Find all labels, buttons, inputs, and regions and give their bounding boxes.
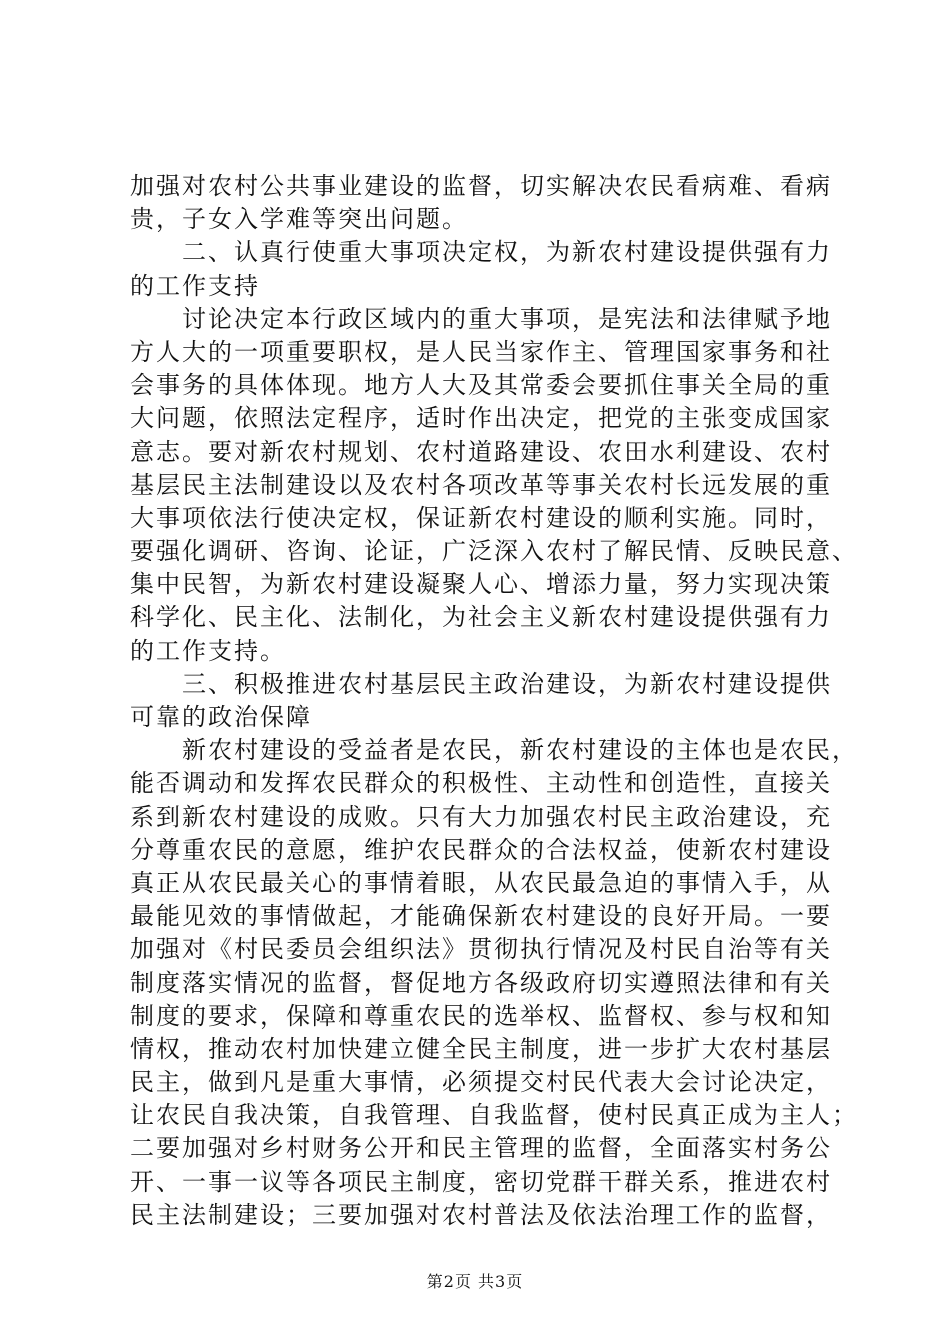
text-line: 要强化调研、咨询、论证，广泛深入农村了解民情、反映民意、 xyxy=(130,537,858,566)
text-line: 二、认真行使重大事项决定权，为新农村建设提供强有力 xyxy=(130,238,832,267)
text-line: 开、一事一议等各项民主制度，密切党群干群关系，推进农村 xyxy=(130,1167,832,1196)
text-line: 贵，子女入学难等突出问题。 xyxy=(130,205,468,234)
text-line: 科学化、民主化、法制化，为社会主义新农村建设提供强有力 xyxy=(130,603,832,632)
text-line: 真正从农民最关心的事情着眼，从农民最急迫的事情入手，从 xyxy=(130,868,832,897)
text-line: 的工作支持。 xyxy=(130,636,286,665)
text-line: 新农村建设的受益者是农民，新农村建设的主体也是农民， xyxy=(130,736,858,765)
text-line: 会事务的具体体现。地方人大及其常委会要抓住事关全局的重 xyxy=(130,371,832,400)
text-line: 民主，做到凡是重大事情，必须提交村民代表大会讨论决定， xyxy=(130,1068,832,1097)
text-line: 二要加强对乡村财务公开和民主管理的监督，全面落实村务公 xyxy=(130,1134,832,1163)
text-line: 可靠的政治保障 xyxy=(130,703,312,731)
text-line: 讨论决定本行政区域内的重大事项，是宪法和法律赋予地 xyxy=(130,304,832,333)
text-line: 分尊重农民的意愿，维护农民群众的合法权益，使新农村建设 xyxy=(130,835,832,864)
text-line: 制度落实情况的监督，督促地方各级政府切实遵照法律和有关 xyxy=(130,968,832,997)
text-line: 制度的要求，保障和尊重农民的选举权、监督权、参与权和知 xyxy=(130,1001,832,1030)
text-line: 的工作支持 xyxy=(130,271,260,300)
text-line: 基层民主法制建设以及农村各项改革等事关农村长远发展的重 xyxy=(130,470,832,499)
text-line: 大问题，依照法定程序，适时作出决定，把党的主张变成国家 xyxy=(130,404,832,433)
page-footer: 第2页 共3页 xyxy=(426,1272,524,1291)
body-text xyxy=(130,170,858,1232)
text-line: 最能见效的事情做起，才能确保新农村建设的良好开局。一要 xyxy=(130,902,832,931)
text-line: 情权，推动农村加快建立健全民主制度，进一步扩大农村基层 xyxy=(130,1034,832,1063)
text-line: 三、积极推进农村基层民主政治建设，为新农村建设提供 xyxy=(130,669,832,698)
text-line: 集中民智，为新农村建设凝聚人心、增添力量，努力实现决策 xyxy=(130,570,832,599)
text-line: 意志。要对新农村规划、农村道路建设、农田水利建设、农村 xyxy=(130,437,832,466)
text-line: 让农民自我决策，自我管理、自我监督，使村民真正成为主人； xyxy=(130,1101,858,1130)
text-line: 大事项依法行使决定权，保证新农村建设的顺利实施。同时， xyxy=(130,503,832,532)
text-line: 能否调动和发挥农民群众的积极性、主动性和创造性，直接关 xyxy=(130,769,832,798)
text-line: 加强对《村民委员会组织法》贯彻执行情况及村民自治等有关 xyxy=(130,935,832,964)
text-line: 系到新农村建设的成败。只有大力加强农村民主政治建设，充 xyxy=(130,802,832,831)
text-line: 方人大的一项重要职权，是人民当家作主、管理国家事务和社 xyxy=(130,337,832,366)
text-line: 加强对农村公共事业建设的监督，切实解决农民看病难、看病 xyxy=(130,172,832,200)
text-line: 民主法制建设；三要加强对农村普法及依法治理工作的监督， xyxy=(130,1200,832,1229)
